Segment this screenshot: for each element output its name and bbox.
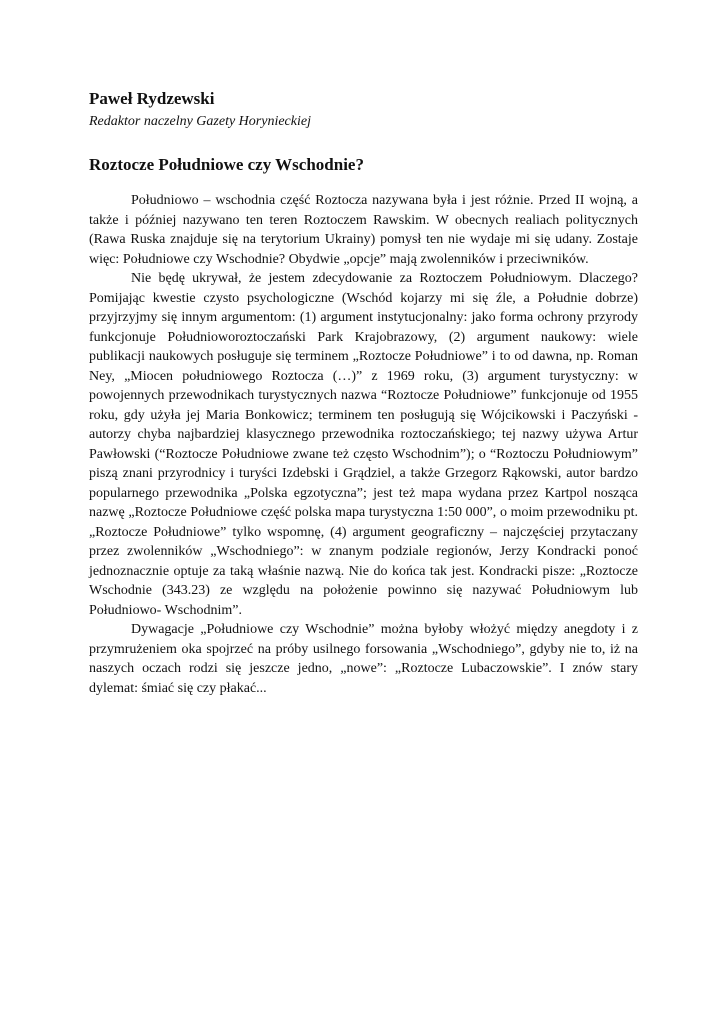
paragraph: Południowo – wschodnia część Roztocza nazywana była i jest różnie. Przed II wojną, a także i później nazywano ten teren Roztoczem Rawskim. W obecnych realiach politycznych (Rawa Ruska znajduje się na terytorium Ukrainy) pomysł ten nie wydaje mi się udany. Zostaje więc: Południowe czy Wschodnie? Obydwie „opcje” mają zwolenników i przeciwników.	[89, 193, 638, 267]
article-title: Roztocze Południowe czy Wschodnie?	[89, 155, 364, 174]
author-name: Paweł Rydzewski	[89, 89, 215, 108]
paragraph: Nie będę ukrywał, że jestem zdecydowanie za Roztoczem Południowym. Dlaczego? Pomijając kwestie czysto psychologiczne (Wschód kojarzy mi się źle, a Południe dobrze) przyjrzyjmy się innym argumentom: (1) argument instytucjonalny: jako forma ochrony przyrody funkcjonuje Południoworoztoczański Park Krajobrazowy, (2) argument naukowy: wiele publikacji naukowych posługuje się terminem „Roztocze Południowe” i to od dawna, np. Roman Ney, „Miocen południowego Roztocza (…)” z 1969 roku, (3) argument turystyczny: w powojennych przewodnikach turystycznych nazwa “Roztocze Południowe” funkcjonuje od 1955 roku, gdy użyła jej Maria Bonkowicz; terminem ten posługują się Wójcikowski i Paczyński - autorzy chyba najbardziej klasycznego przewodnika roztoczańskiego; tej nazwy używa Artur Pawłowski (“Roztocze Południowe zwane też często Wschodnim”); o “Roztoczu Południowym” piszą znani przyrodnicy i turyści Izdebski i Grądziel, a także Grzegorz Rąkowski, autor bardzo popularnego przewodnika „Polska egzotyczna”; jest też mapa wydana przez Kartpol nosząca nazwę „Roztocze Południowe część polska mapa turystyczna 1:50 000”, o moim przewodniku pt. „Roztocze Południowe” tylko wspomnę, (4) argument geograficzny – najczęściej przytaczany przez zwolenników „Wschodniego”: w znanym podziale regionów, Jerzy Kondracki ponoć jednoznacznie optuje za taką właśnie nazwą. Nie do końca tak jest. Kondracki pisze: „Roztocze Wschodnie (343.23) ze względu na położenie powinno się nazywać Południowym lub Południowo- Wschodnim”.	[89, 271, 638, 618]
document-page	[89, 86, 638, 698]
article-body	[89, 191, 638, 698]
paragraph: Dywagacje „Południowe czy Wschodnie” można byłoby włożyć między anegdoty i z przymrużeniem oka spojrzeć na próby usilnego forsowania „Wschodniego”, gdyby nie to, iż na naszych oczach rodzi się jeszcze jedno, „nowe”: „Roztocze Lubaczowskie”. I znów stary dylemat: śmiać się czy płakać...	[89, 622, 638, 696]
author-role: Redaktor naczelny Gazety Horynieckiej	[89, 114, 311, 129]
